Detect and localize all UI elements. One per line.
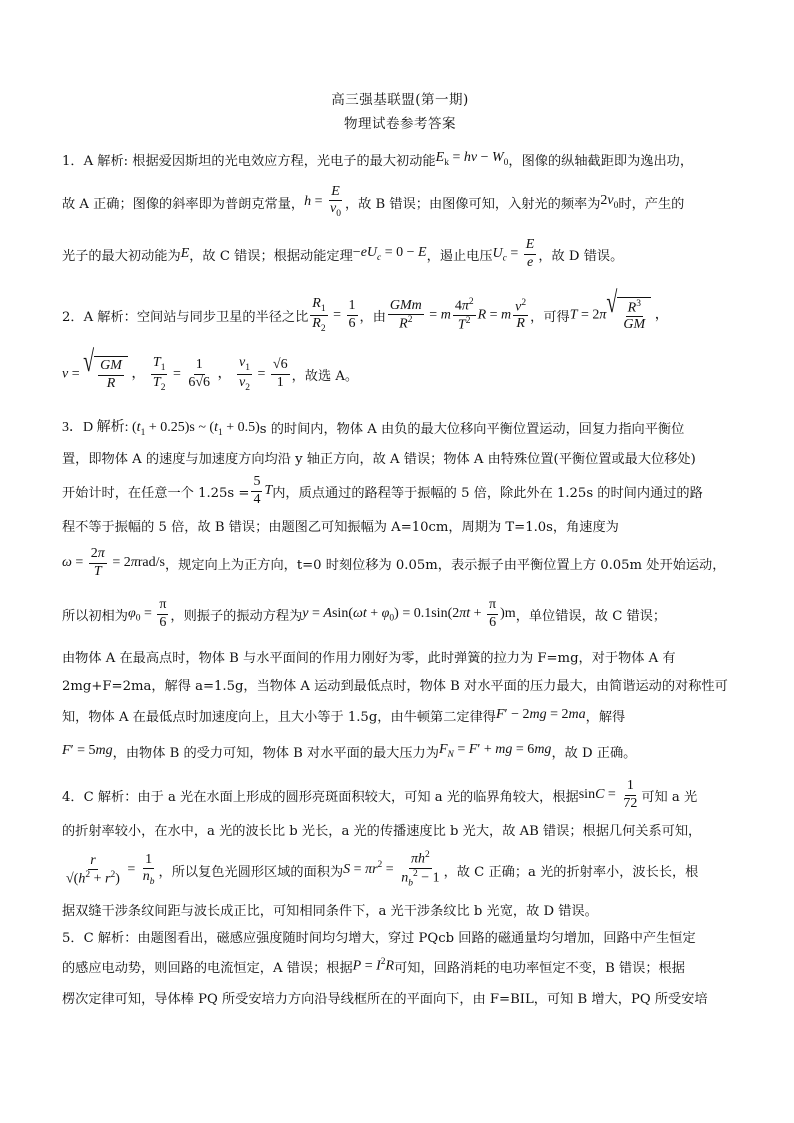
answer-4-line-1: 4．C 解析：由于 a 光在水面上形成的圆形亮斑面积较大，可知 a 光的临界角较大，根据 sinC = $\frac{1}{72}$ 可知 a 光 [62, 778, 698, 811]
formula-radius-ratio: $\frac{R_1}{R_2}$ = $\frac{1}{6}$ [312, 295, 356, 334]
page-subtitle: 物理试卷参考答案 [344, 116, 456, 132]
answer-page [62, 88, 738, 1012]
answer-2-line-1: 2．A 解析：空间站与同步卫星的半径之比 $\frac{R_1}{R_2}$ = $\frac{1}{6}$ ，由 $\frac{\text{GMm}}{R^2}$ = m $\frac{4\pi^2}{T^2}$ R = m $\frac{v^2}{R}$ ，可得 T = 2π √ $\frac{R^3}{GM}$ ， [62, 286, 669, 334]
formula-photoelectric: $E_k = h\nu - W_0$ [435, 150, 509, 168]
answer-5 [62, 922, 738, 1012]
answer-3-line-4: 程不等于振幅的 5 倍，故 B 错误；由题图乙可知振幅为 A=10cm，周期为 T=1.0s，角速度为 [62, 519, 619, 535]
answer-3-line-5: ω = $\frac{2\pi}{T}$ = 2πrad/s ，规定向上为正方向，t=0 时刻位移为 0.05m，表示振子由平衡位置上方 0.05m 处开始运动， [62, 546, 726, 579]
answer-3-line-9: 知，物体 A 在最低点时加速度向上，且大小等于 1.5g，由牛顿第二定律得 F′ − 2mg = 2ma ，解得 [62, 707, 626, 725]
answer-3-line-10: F′ = 5mg ，由物体 B 的受力可知，物体 B 对水平面的最大压力为 $F_N = F'$ + mg = 6mg ，故 D 正确。 [62, 742, 637, 761]
page-title: 高三强基联盟(第一期) [331, 92, 469, 108]
answer-4-line-2: 的折射率较小，在水中，a 光的波长比 b 光长，a 光的传播速度比 b 光大，故 AB 错误；根据几何关系可知， [62, 823, 702, 839]
answer-1-line-3: 光子的最大初动能为 E ，故 C 错误；根据动能定理 $-eU_c = 0 - E$ ，遏止电压 $U_c$ = $\frac{E}{e}$ ，故 D 错误。 [62, 237, 624, 270]
answer-2 [62, 286, 738, 404]
answer-4-line-4: 据双缝干涉条纹间距与波长成正比，可知相同条件下，a 光干涉条纹比 b 光宽，故 D 错误。 [62, 903, 598, 919]
formula-planck: h = $\frac{E}{\nu_0}$ [304, 184, 341, 219]
answer-5-line-3: 楞次定律可知，导体棒 PQ 所受安培力方向沿导线框所在的平面向下，由 F=BIL，可知 B 增大，PQ 所受安培 [62, 991, 708, 1007]
answer-4 [62, 776, 738, 922]
formula-time-interval: 3．D 解析: $(t_1 + 0.25)s$ ~ $(t_1 + 0.5)$ [62, 420, 260, 438]
answer-3-line-1: 3．D 解析: $(t_1 + 0.25)s$ ~ $(t_1 + 0.5)$ s 的时间内，物体 A 由负的最大位移向平衡位置运动，回复力指向平衡位 [62, 412, 738, 442]
formula-geometry: $\frac{r}{√(h^2 + r^2)}$ = $\frac{1}{n_b}$ [66, 852, 155, 887]
answer-3-line-8: 2mg+F=2ma，解得 a=1.5g，当物体 A 运动到最低点时，物体 B 对水平面的压力最大，由简谐运动的对称性可 [62, 678, 728, 694]
formula-velocity: v = √ $\frac{GM}{R}$ ， $\frac{T_1}{T_2}$ = $\frac{1}{6√6}$ ， $\frac{v_1}{v_2}$ = $\frac{√6}{1}$ [62, 346, 288, 393]
answer-3-line-3: 开始计时，在任意一个 1.25s = $\frac{5}{4}$ T 内，质点通过的路程等于振幅的 5 倍，除此外在 1.25s 的时间内通过的路 [62, 474, 703, 507]
answer-5-line-2: 的感应电动势，则回路的电流恒定，A 错误；根据 $P = I^2R$ 可知，回路消耗的电功率恒定不变，B 错误；根据 [62, 957, 685, 976]
answer-3-line-2: 置，即物体 A 的速度与加速度方向均沿 y 轴正方向，故 A 错误；物体 A 由特殊位置(平衡位置或最大位移处) [62, 451, 696, 467]
answer-3-line-7: 由物体 A 在最高点时，物体 B 与水平面间的作用力刚好为零，此时弹簧的拉力为 F=mg，对于物体 A 有 [62, 650, 676, 666]
answer-4-line-3: $\frac{r}{√(h^2 + r^2)}$ = $\frac{1}{n_b}$ ，所以复色光圆形区域的面积为 $S = \pi r^2$ = $\frac{\pi h^2}{n_b^2 - 1}$ ，故 C 正确；a 光的折射率小，波长长，根 [62, 844, 738, 896]
answer-2-line-2: v = √ $\frac{GM}{R}$ ， $\frac{T_1}{T_2}$ = $\frac{1}{6√6}$ ， $\frac{v_1}{v_2}$ = $\frac{√6}{1}$ ，故选 A。 [62, 346, 359, 393]
formula-period: T = 2π √ $\frac{R^3}{GM}$ ， [569, 286, 669, 333]
answer-1-line-1: 1．A 解析: 根据爱因斯坦的光电效应方程，光电子的最大初动能 $E_k = h\nu - W_0$ ，图像的纵轴截距即为逸出功， [62, 150, 694, 169]
answer-3-line-6: 所以初相为 $\varphi_0$ = $\frac{\pi}{6}$ ，则振子的振动方程为 $y = Asin(\omega t + \varphi_0) = 0.1\sin(2\pi t$ + $\frac{\pi}{6}$ )m ，单位错误，故 C 错误； [62, 597, 667, 630]
formula-gravitation: $\frac{\text{GMm}}{R^2}$ = m $\frac{4\pi^2}{T^2}$ R = m $\frac{v^2}{R}$ [389, 296, 527, 333]
answer-1 [62, 142, 738, 280]
answer-3 [62, 412, 738, 770]
formula-kinetic-theorem: $-eU_c = 0 - E$ [352, 245, 427, 263]
answer-5-line-1: 5．C 解析：由题图看出，磁感应强度随时间均匀增大，穿过 PQcb 回路的磁通量均匀增加，回路中产生恒定 [62, 930, 696, 946]
formula-vibration-equation: $y = Asin(\omega t + \varphi_0) = 0.1\sin(2\pi t$ + $\frac{\pi}{6}$ )m [302, 597, 516, 630]
formula-angular-velocity: ω = $\frac{2\pi}{T}$ = 2πrad/s [62, 546, 165, 579]
formula-area: $S = \pi r^2$ = $\frac{\pi h^2}{n_b^2 - 1}$ [343, 850, 440, 889]
formula-stopping-voltage: $U_c$ = $\frac{E}{e}$ [492, 237, 535, 270]
answer-1-line-2: 故 A 正确；图像的斜率即为普朗克常量， h = $\frac{E}{\nu_0}$ ，故 B 错误；由图像可知，入射光的频率为 $2\nu_0$ 时，产生的 [62, 184, 685, 219]
